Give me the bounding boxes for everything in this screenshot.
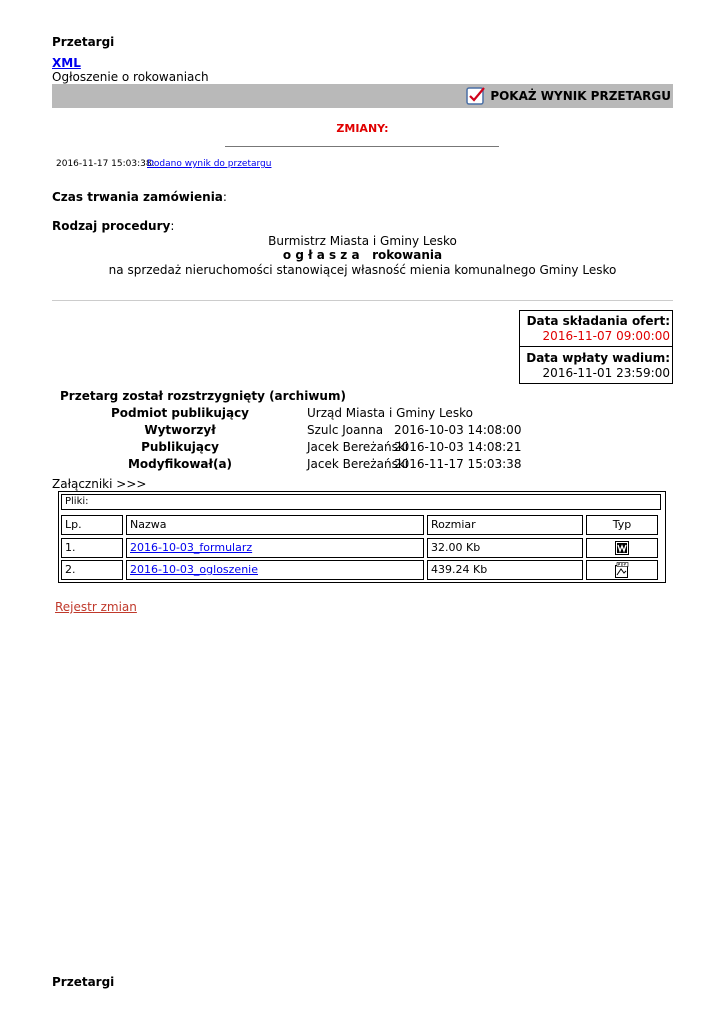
publisher-label: Podmiot publikujący [110, 406, 250, 420]
word-icon[interactable] [615, 541, 629, 555]
row-2-size: 439.24 Kb [427, 560, 583, 580]
created-label: Wytworzył [144, 423, 216, 437]
dates-box [519, 310, 673, 384]
notice-line-3: na sprzedaż nieruchomości stanowiącej własność mienia komunalnego Gminy Lesko [108, 263, 617, 277]
procedure-field [52, 219, 174, 233]
files-table [58, 491, 666, 583]
notice-line-2: o g ł a s z a rokowania [282, 248, 443, 262]
file-link-2[interactable]: 2016-10-03_ogloszenie [130, 563, 258, 576]
offers-date-value: 2016-11-07 09:00:00 [542, 329, 670, 343]
section-divider [52, 300, 673, 301]
modified-label: Modyfikował(a) [127, 457, 233, 471]
published-date: 2016-10-03 14:08:21 [394, 440, 522, 454]
row-1-name-cell [126, 538, 424, 558]
duration-label: Czas trwania zamówienia [52, 190, 223, 204]
procedure-colon: : [170, 219, 175, 233]
xml-link[interactable]: XML [52, 56, 81, 70]
changes-divider [225, 146, 499, 147]
column-header-lp: Lp. [61, 515, 123, 535]
published-label: Publikujący [141, 440, 219, 454]
row-2-lp: 2. [61, 560, 123, 580]
show-result-button[interactable] [466, 86, 671, 106]
checkbox-check-icon [466, 86, 486, 106]
changes-heading: ZMIANY: [336, 122, 389, 135]
row-2-name-cell [126, 560, 424, 580]
column-header-name: Nazwa [126, 515, 424, 535]
column-header-type: Typ [586, 515, 658, 535]
wadium-date-value: 2016-11-01 23:59:00 [542, 366, 670, 380]
page-title: Przetargi [52, 35, 115, 49]
row-2-type [586, 560, 658, 580]
files-label: Pliki: [61, 494, 661, 510]
file-link-1[interactable]: 2016-10-03_formularz [130, 541, 253, 554]
attachments-toggle[interactable]: Załączniki >>> [52, 477, 147, 491]
modified-by: Jacek Bereżański [307, 457, 409, 471]
row-1-size: 32.00 Kb [427, 538, 583, 558]
publisher-value: Urząd Miasta i Gminy Lesko [307, 406, 473, 420]
created-date: 2016-10-03 14:08:00 [394, 423, 522, 437]
wadium-date-label: Data wpłaty wadium: [526, 351, 670, 365]
row-1-type [586, 538, 658, 558]
show-result-label: POKAŻ WYNIK PRZETARGU [490, 89, 671, 103]
action-bar [52, 84, 673, 108]
duration-field [52, 190, 227, 204]
duration-colon: : [222, 190, 227, 204]
status-text: Przetarg został rozstrzygnięty (archiwum) [60, 389, 346, 403]
change-date: 2016-11-17 15:03:38: [56, 159, 155, 169]
footer-title: Przetargi [52, 975, 115, 989]
column-header-size: Rozmiar [427, 515, 583, 535]
published-by: Jacek Bereżański [307, 440, 409, 454]
register-changes-link[interactable]: Rejestr zmian [55, 600, 137, 614]
procedure-label: Rodzaj procedury [52, 219, 171, 233]
row-1-lp: 1. [61, 538, 123, 558]
pdf-icon[interactable] [615, 562, 629, 578]
created-by: Szulc Joanna [307, 423, 384, 437]
page-subtitle: Ogłoszenie o rokowaniach [52, 70, 209, 84]
dates-divider [520, 346, 672, 347]
change-link[interactable]: Dodano wynik do przetargu [147, 159, 272, 169]
notice-line-1: Burmistrz Miasta i Gminy Lesko [268, 234, 457, 248]
offers-date-label: Data składania ofert: [526, 314, 670, 328]
modified-date: 2016-11-17 15:03:38 [394, 457, 522, 471]
